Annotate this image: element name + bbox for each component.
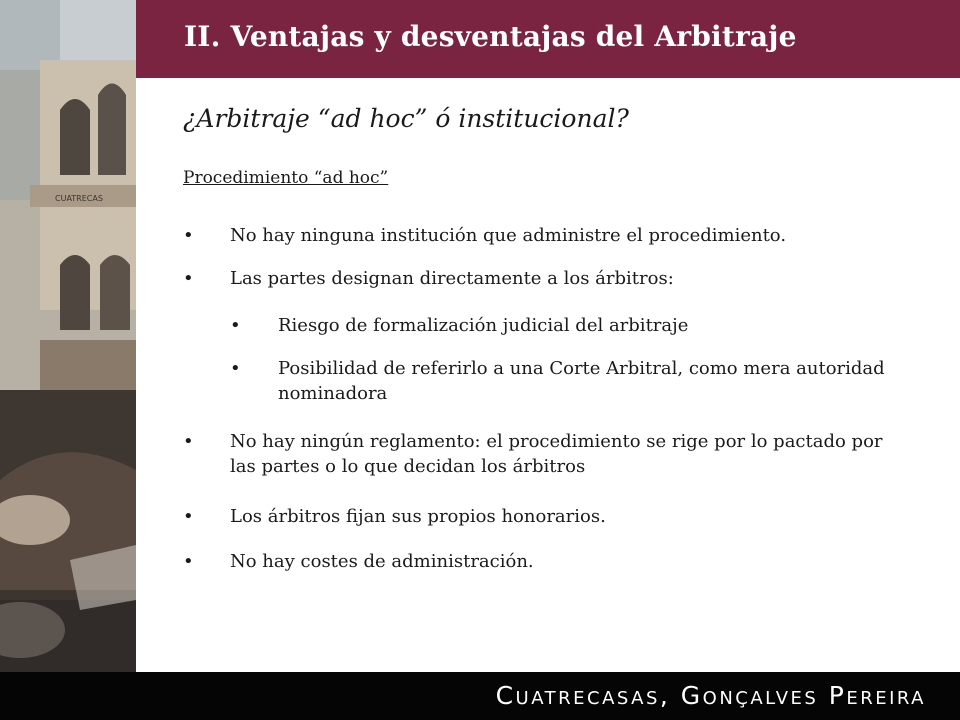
bullet-text: Las partes designan directamente a los árbitros: [230,268,674,289]
bullet-dot: • [183,225,194,246]
brand-name: Cuatrecasas, Gonçalves Pereira [495,681,926,710]
title-bar [136,0,960,78]
section-heading: Procedimiento “ad hoc” [183,168,389,188]
bullet-text: Los árbitros fijan sus propios honorarios. [230,506,606,527]
bullet-text: Riesgo de formalización judicial del arbitraje [278,315,689,336]
bullet-text: No hay ninguna institución que administre el procedimiento. [230,225,787,246]
footer-bar [0,672,960,720]
bullet-text: No hay ningún reglamento: el procedimiento se rige por lo pactado por las partes o lo que decidan los árbitros [230,431,883,477]
slide-title: II. Ventajas y desventajas del Arbitraje [184,20,797,53]
bullet-text: Posibilidad de referirlo a una Corte Arbitral, como mera autoridad nominadora [278,358,885,404]
bullet-dot: • [230,358,241,379]
side-photo [0,0,136,672]
slide-subtitle: ¿Arbitraje “ad hoc” ó institucional? [183,104,629,133]
building-illustration [0,0,136,672]
bullet-dot: • [183,431,194,452]
bullet-dot: • [183,506,194,527]
bullet-dot: • [183,268,194,289]
facade-sign: CUATRECAS [55,194,103,203]
bullet-text: No hay costes de administración. [230,551,534,572]
bullet-dot: • [183,551,194,572]
bullet-dot: • [230,315,241,336]
